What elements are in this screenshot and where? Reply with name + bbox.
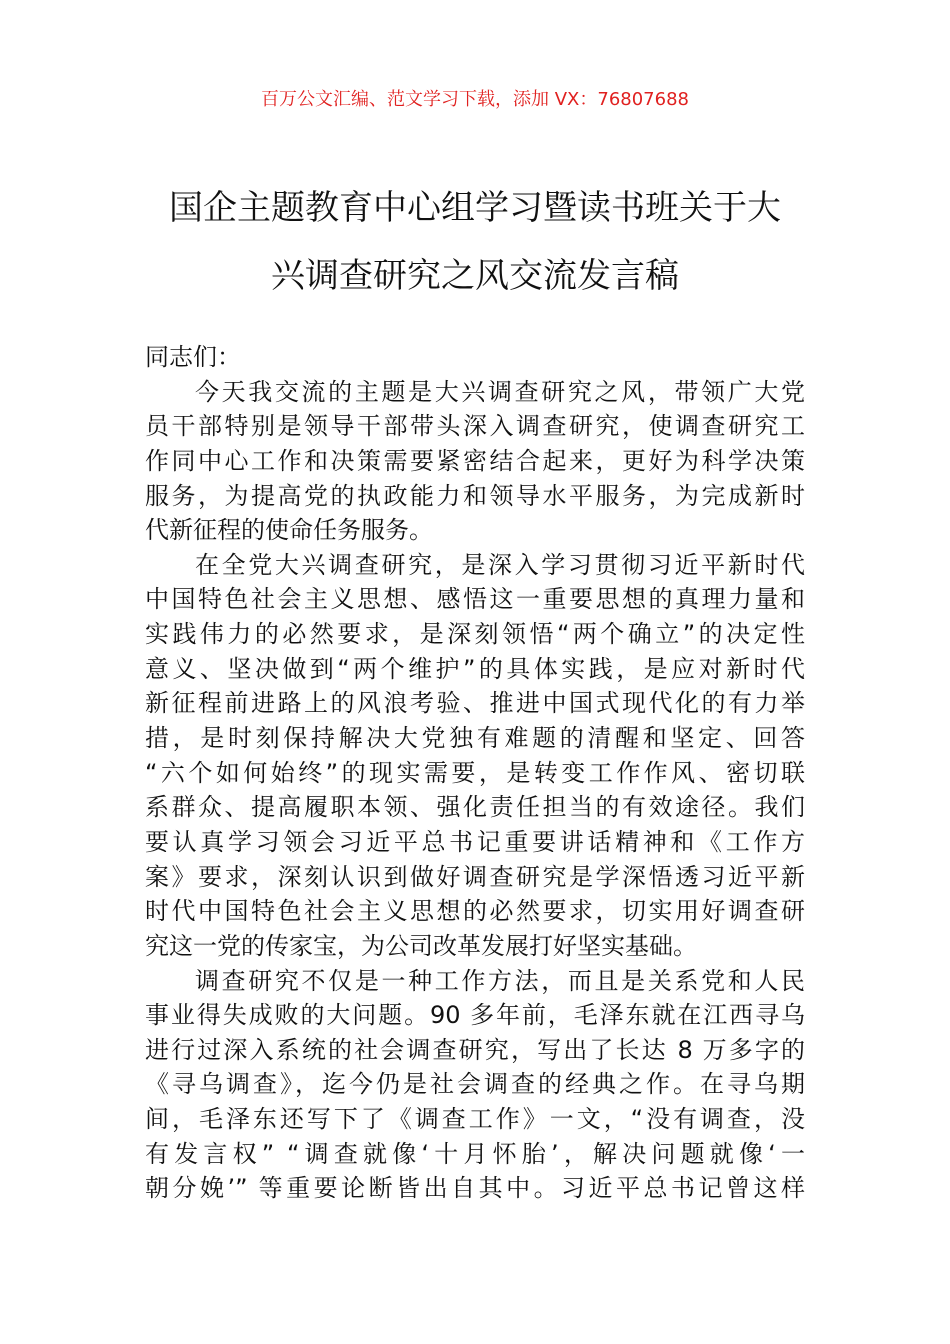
text-line: 员干部特别是领导干部带头深入调查研究，使调查研究工 — [145, 412, 805, 441]
text-line: 实践伟力的必然要求，是深刻领悟“两个确立”的决定性 — [145, 620, 805, 649]
text-line: 案》要求，深刻认识到做好调查研究是学深悟透习近平新 — [145, 862, 805, 891]
text-line: 要认真学习领会习近平总书记重要讲话精神和《工作方 — [145, 827, 805, 856]
salutation: 同志们： — [145, 343, 241, 371]
text-line: 代新征程的使命任务服务。 — [145, 516, 433, 545]
text-line: 中国特色社会主义思想、感悟这一重要思想的真理力量和 — [145, 585, 805, 614]
paragraph — [145, 375, 805, 548]
text-line: 事业得失成败的大问题。90 多年前，毛泽东就在江西寻乌 — [145, 1001, 805, 1030]
text-line: 今天我交流的主题是大兴调查研究之风，带领广大党 — [195, 377, 805, 406]
text-line: 《寻乌调查》，迄今仍是社会调查的经典之作。在寻乌期 — [145, 1070, 805, 1099]
text-line: 在全党大兴调查研究，是深入学习贯彻习近平新时代 — [195, 550, 805, 579]
text-line: 措，是时刻保持解决大党独有难题的清醒和坚定、回答 — [145, 724, 805, 753]
text-line: 朝分娩’” 等重要论断皆出自其中。习近平总书记曾这样 — [145, 1174, 805, 1203]
paragraph — [145, 548, 805, 964]
text-line: “六个如何始终”的现实需要，是转变工作作风、密切联 — [145, 758, 805, 787]
text-line: 作同中心工作和决策需要紧密结合起来，更好为科学决策 — [145, 446, 805, 475]
text-line: 调查研究不仅是一种工作方法，而且是关系党和人民 — [195, 966, 805, 995]
document-title-line-2: 兴调查研究之风交流发言稿 — [271, 256, 679, 296]
document-body — [145, 340, 805, 1206]
text-line: 间，毛泽东还写下了《调查工作》一文，“没有调查，没 — [145, 1105, 805, 1134]
watermark-header: 百万公文汇编、范文学习下载，添加 VX：76807688 — [261, 89, 689, 110]
document-title-line-1: 国企主题教育中心组学习暨读书班关于大 — [169, 188, 781, 228]
text-line: 究这一党的传家宝，为公司改革发展打好坚实基础。 — [145, 931, 697, 960]
text-line: 意义、坚决做到“两个维护”的具体实践，是应对新时代 — [145, 654, 805, 683]
paragraph — [145, 964, 805, 1206]
text-line: 有发言权” “调查就像‘十月怀胎’，解决问题就像‘一 — [145, 1139, 805, 1168]
text-line: 时代中国特色社会主义思想的必然要求，切实用好调查研 — [145, 897, 805, 926]
text-line: 系群众、提高履职本领、强化责任担当的有效途径。我们 — [145, 793, 805, 822]
text-line: 新征程前进路上的风浪考验、推进中国式现代化的有力举 — [145, 689, 805, 718]
text-line: 进行过深入系统的社会调查研究，写出了长达 8 万多字的 — [145, 1035, 805, 1064]
text-line: 服务，为提高党的执政能力和领导水平服务，为完成新时 — [145, 481, 805, 510]
